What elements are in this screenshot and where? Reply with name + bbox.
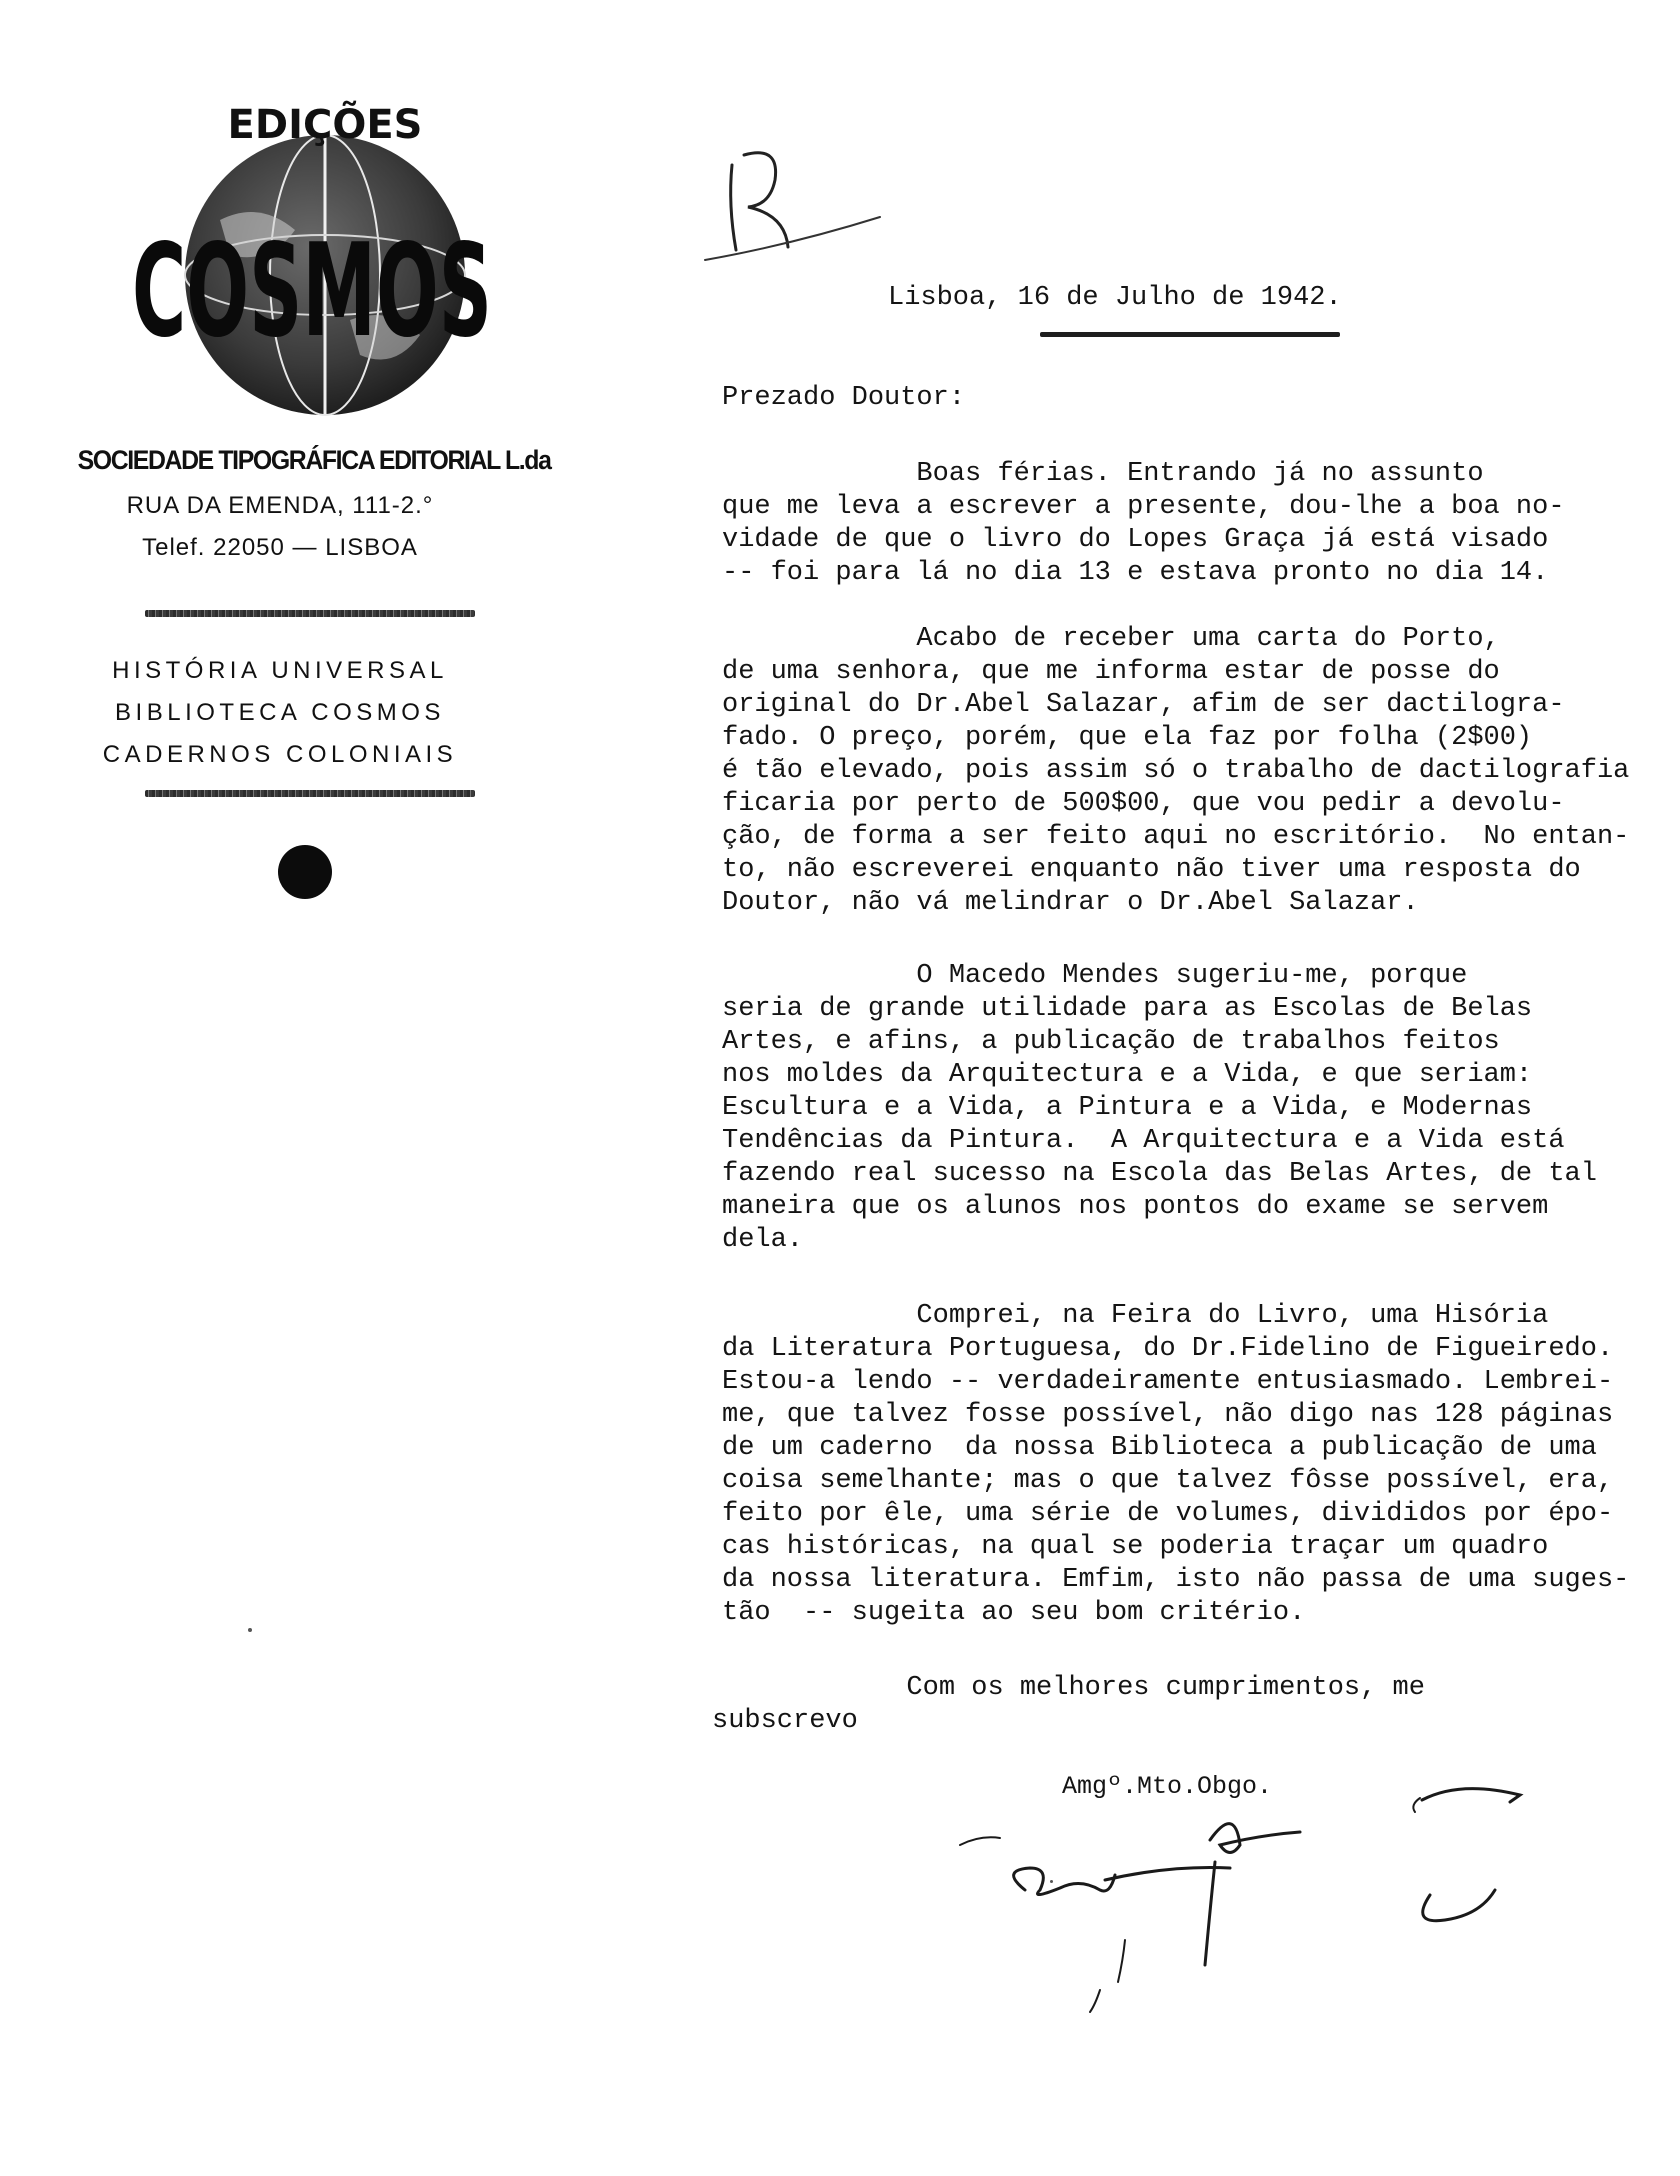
divider-top (145, 610, 475, 617)
paper-speck (1050, 1880, 1053, 1883)
company-address: RUA DA EMENDA, 111-2.° (126, 492, 434, 519)
letterhead (60, 90, 551, 910)
series-item: HISTÓRIA UNIVERSAL (112, 657, 448, 684)
letter-date: Lisboa, 16 de Julho de 1942. (888, 283, 1342, 313)
signature (940, 1750, 1560, 2020)
paragraph-4: Comprei, na Feira do Livro, uma Hisória da Literatura Portuguesa, do Dr.Fidelino de Figueiredo. Estou-a lendo -- verdadeiramente entusiasmado. Lembrei- me, que talvez fosse possível, não digo nas 128 páginas de um caderno da nossa Biblioteca a publicação de uma coisa semelhante; mas o que talvez fôsse possível, era, feito por êle, uma série de volumes, divididos por épo- cas históricas, na qual se poderia traçar um quadro da nossa literatura. Emfim, isto não passa de uma suges- tão -- sugeita ao seu bom critério. (722, 1301, 1630, 1628)
paragraph-1: Boas férias. Entrando já no assunto que me leva a escrever a presente, dou-lhe a boa no- vidade de que o livro do Lopes Graça já está visado -- foi para lá no dia 13 e estava pronto no dia 14. (722, 459, 1565, 588)
paragraph-2: Acabo de receber uma carta do Porto, de uma senhora, que me informa estar de posse do original do Dr.Abel Salazar, afim de ser dactilogra- fado. O preço, porém, que ela faz por folha (2$00) é tão elevado, pois assim só o trabalho de dactilografia ficaria por perto de 500$00, que vou pedir a devolu- ção, de forma a ser feito aqui no escritório. No entan- to, não escreverei enquanto não tiver uma resposta do Doutor, não vá melindrar o Dr.Abel Salazar. (722, 624, 1630, 918)
signoff: Amgº.Mto.Obgo. (1062, 1772, 1273, 1801)
paragraph-3: O Macedo Mendes sugeriu-me, porque seria de grande utilidade para as Escolas de Belas Artes, e afins, a publicação de trabalhos feitos nos moldes da Arquitectura e a Vida, e que seriam: Escultura e a Vida, a Pintura e a Vida, e Modernas Tendências da Pintura. A Arquitectura e a Vida está fazendo real sucesso na Escola das Belas Artes, de tal maneira que os alunos nos pontos do exame se servem dela. (722, 961, 1597, 1255)
series-list (60, 650, 500, 776)
company-info (60, 445, 551, 562)
closing: Com os melhores cumprimentos, me subscrevo (712, 1673, 1425, 1736)
logo-main-text: COSMOS (132, 217, 492, 366)
salutation: Prezado Doutor: (722, 383, 966, 413)
company-phone: Telef. 22050 — LISBOA (142, 534, 418, 561)
paper-speck (248, 1628, 252, 1632)
company-name: SOCIEDADE TIPOGRÁFICA EDITORIAL L.da (77, 445, 551, 475)
logo-top-text: EDIÇÕES (227, 102, 423, 148)
divider-bottom (145, 790, 475, 797)
decorative-dot (278, 845, 332, 899)
series-item: BIBLIOTECA COSMOS (115, 699, 445, 726)
handwritten-mark (700, 135, 890, 270)
edicoes-cosmos-logo (120, 90, 500, 430)
series-item: CADERNOS COLONIAIS (102, 741, 458, 768)
date-underline (1040, 332, 1340, 337)
